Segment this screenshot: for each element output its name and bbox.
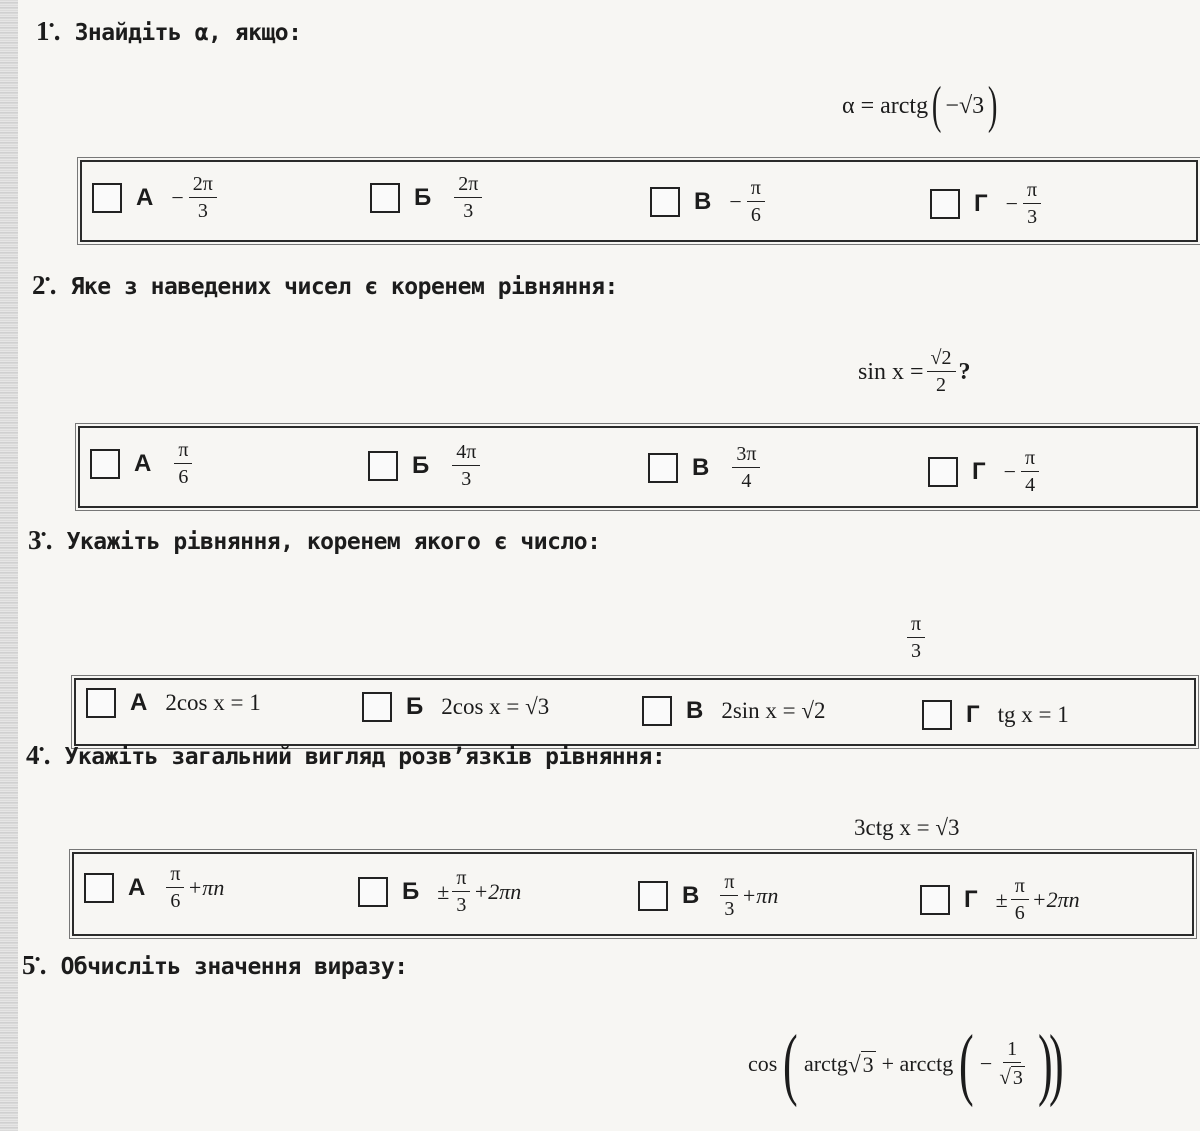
question-title (26, 740, 665, 771)
checkbox[interactable] (362, 692, 392, 722)
question-number: 1•. (36, 16, 61, 46)
question-text: Знайдіть α, якщо: (74, 20, 302, 46)
question-title (28, 525, 600, 556)
option-letter: Г (966, 701, 980, 728)
option-letter: Г (964, 886, 978, 913)
checkbox[interactable] (638, 881, 668, 911)
option-a[interactable]: А $\frac{\pi}{6}$ +πn (84, 864, 224, 912)
option-g[interactable]: Г − $\frac{\pi}{3}$ (930, 180, 1044, 228)
option-letter: Б (406, 693, 424, 720)
answer-box (78, 426, 1198, 508)
question-text: Укажіть загальний вигляд розв’язків рівняння: (64, 744, 666, 770)
answer-box (80, 160, 1198, 242)
checkbox[interactable] (642, 696, 672, 726)
question-title (32, 270, 618, 301)
option-b[interactable]: Б 2cos x = √3 (362, 692, 549, 722)
checkbox[interactable] (648, 453, 678, 483)
answer-box (74, 678, 1196, 746)
checkbox[interactable] (922, 700, 952, 730)
option-g[interactable]: Г ± $\frac{\pi}{6}$ +2πn (920, 876, 1080, 924)
question-text: Укажіть рівняння, коренем якого є число: (66, 529, 601, 555)
option-b[interactable]: Б ± $\frac{\pi}{3}$ +2πn (358, 868, 521, 916)
answer-box (72, 852, 1194, 936)
checkbox[interactable] (368, 451, 398, 481)
checkbox[interactable] (930, 189, 960, 219)
option-letter: Б (412, 452, 430, 479)
question-formula: 3ctg x = √3 (854, 815, 960, 840)
option-letter: А (134, 450, 152, 477)
checkbox[interactable] (84, 873, 114, 903)
option-a[interactable]: А $\frac{\pi}{6}$ (90, 440, 195, 488)
question-formula: cos ( arctg √3 + arcctg ( − $\frac{1}{√ 3}$ ) ) (748, 1020, 1064, 1108)
question-title (22, 950, 408, 981)
option-letter: В (686, 697, 704, 724)
question-text: Яке з наведених чисел є коренем рівняння: (70, 274, 618, 300)
option-letter: Г (972, 458, 986, 485)
option-letter: Б (402, 878, 420, 905)
option-letter: Б (414, 184, 432, 211)
option-letter: Г (974, 190, 988, 217)
checkbox[interactable] (370, 183, 400, 213)
question-number: 3•. (28, 525, 53, 555)
option-letter: А (128, 874, 146, 901)
option-letter: А (136, 184, 154, 211)
option-g[interactable]: Г tg x = 1 (922, 700, 1069, 730)
option-letter: А (130, 689, 148, 716)
checkbox[interactable] (920, 885, 950, 915)
option-v[interactable]: В − $\frac{\pi}{6}$ (650, 178, 768, 226)
question-number: 4•. (26, 740, 51, 770)
option-a[interactable]: А − $\frac{2\pi}{3}$ (92, 174, 220, 222)
option-v[interactable]: В $\frac{3\pi}{4}$ (648, 444, 763, 492)
checkbox[interactable] (92, 183, 122, 213)
question-text: Обчисліть значення виразу: (60, 954, 408, 980)
checkbox[interactable] (358, 877, 388, 907)
page-edge (0, 0, 18, 1131)
checkbox[interactable] (928, 457, 958, 487)
option-letter: В (694, 188, 712, 215)
question-number: 5•. (22, 950, 47, 980)
option-letter: В (692, 454, 710, 481)
option-a[interactable]: А 2cos x = 1 (86, 688, 261, 718)
option-v[interactable]: В 2sin x = √2 (642, 696, 826, 726)
option-v[interactable]: В $\frac{\pi}{3}$ +πn (638, 872, 778, 920)
question-number: 2•. (32, 270, 57, 300)
option-b[interactable]: Б $\frac{4\pi}{3}$ (368, 442, 483, 490)
question-formula: α = arctg ( −√3 ) (842, 77, 998, 134)
checkbox[interactable] (650, 187, 680, 217)
question-formula: $\frac{\pi}{3}$ (904, 614, 928, 662)
question-formula: sin x = $\frac{√2}{2}$ ? (858, 347, 971, 396)
option-letter: В (682, 882, 700, 909)
question-title (36, 16, 301, 47)
checkbox[interactable] (86, 688, 116, 718)
option-g[interactable]: Г − $\frac{\pi}{4}$ (928, 448, 1042, 496)
checkbox[interactable] (90, 449, 120, 479)
option-b[interactable]: Б $\frac{2\pi}{3}$ (370, 174, 485, 222)
